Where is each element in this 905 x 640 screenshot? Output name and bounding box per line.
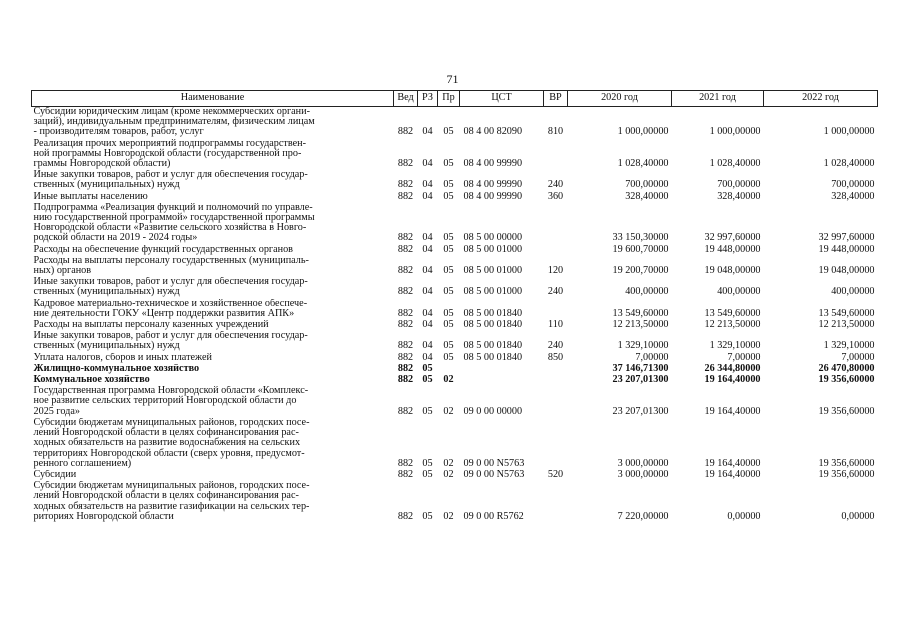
cell-name [32, 481, 394, 523]
cell-rz: 05 [422, 405, 433, 417]
cell-2021: 32 997,60000 [704, 232, 761, 244]
cell-2021: 19 164,40000 [704, 457, 761, 469]
cell-2020: 328,40000 [625, 191, 669, 202]
cell-2020: 23 207,01300 [612, 375, 669, 386]
cell-name-line: Иные выплаты населению [33, 191, 148, 202]
header-2022: 2022 год [764, 91, 878, 107]
table-row [32, 470, 878, 481]
cell-name-line: ходных обязательств на развитие газификации на сельских тер- [33, 500, 310, 512]
cell-vr: 360 [547, 191, 564, 202]
cell-name-line: ных) органов [33, 265, 92, 277]
cell-vr [544, 245, 568, 256]
cell-2021: 1 028,40000 [709, 158, 761, 170]
table-row [32, 107, 878, 139]
cell-pr: 05 [443, 307, 454, 319]
cell-vr [544, 481, 568, 523]
cell-vr [544, 386, 568, 418]
cell-cst: 08 5 00 01840 [463, 352, 523, 363]
cell-rz: 04 [422, 244, 433, 255]
cell-name-line: Уплата налогов, сборов и иных платежей [33, 352, 212, 363]
cell-name-line: заций), индивидуальным предпринимателям, физическим лицам [33, 116, 315, 128]
cell-2020: 7,00000 [635, 352, 669, 363]
cell-cst [460, 375, 544, 386]
cell-2020: 3 000,00000 [617, 457, 669, 469]
cell-name-line: Субсидии бюджетам муниципальных районов, городских посе- [33, 481, 310, 492]
table-row [32, 320, 878, 331]
cell-pr: 05 [443, 286, 454, 298]
cell-name-line: ственных (муниципальных) нужд [33, 286, 180, 298]
cell-name-line: Иные закупки товаров, работ и услуг для обеспечения государ- [33, 331, 308, 342]
cell-name-line: Субсидии [33, 469, 77, 480]
cell-pr: 02 [443, 375, 454, 386]
cell-2020: 1 028,40000 [617, 158, 669, 170]
header-2021: 2021 год [672, 91, 764, 107]
cell-2022: 12 213,50000 [818, 320, 875, 331]
cell-name-line: - производителям товаров, работ, услуг [33, 126, 204, 138]
cell-cst [460, 364, 544, 375]
cell-pr: 02 [443, 405, 454, 417]
cell-name [32, 299, 394, 320]
cell-name-line: ние деятельности ГОКУ «Центр поддержки развития АПК» [33, 307, 295, 319]
cell-name-line: Подпрограмма «Реализация функций и полномочий по управле- [33, 202, 313, 213]
cell-pr: 05 [443, 232, 454, 244]
cell-cst: 08 5 00 00000 [463, 232, 523, 244]
cell-name-line: Иные закупки товаров, работ и услуг для обеспечения государ- [33, 277, 308, 288]
cell-2020: 3 000,00000 [617, 469, 669, 480]
cell-pr [438, 364, 460, 375]
table-row [32, 170, 878, 191]
cell-pr: 02 [443, 469, 454, 480]
cell-name-line: Жилищно-коммунальное хозяйство [33, 363, 200, 374]
cell-cst: 08 5 00 01000 [463, 286, 523, 298]
cell-cst: 08 4 00 99990 [463, 158, 523, 170]
cell-2021: 12 213,50000 [704, 320, 761, 331]
cell-2022: 400,00000 [831, 286, 875, 298]
cell-2022: 1 000,00000 [823, 126, 875, 138]
cell-name-line: ходных обязательств на развитие водоснабжения на сельских [33, 437, 301, 449]
cell-vr [544, 418, 568, 470]
table-row [32, 192, 878, 203]
cell-2022: 26 470,80000 [818, 363, 875, 374]
cell-rz: 05 [422, 510, 433, 522]
cell-2022: 19 356,60000 [818, 405, 875, 417]
cell-2020: 13 549,60000 [612, 307, 669, 319]
cell-rz: 04 [422, 352, 433, 363]
cell-name [32, 107, 394, 139]
cell-vr: 240 [547, 179, 564, 191]
cell-2021: 700,00000 [717, 179, 761, 191]
cell-name-line: Кадровое материально-техническое и хозяйственное обеспече- [33, 298, 308, 309]
cell-name [32, 170, 394, 191]
cell-ved: 882 [397, 457, 414, 469]
cell-ved: 882 [397, 265, 414, 277]
cell-name-line: Реализация прочих мероприятий подпрограммы государствен- [33, 138, 306, 149]
cell-2020: 23 207,01300 [612, 405, 669, 417]
cell-ved: 882 [397, 320, 414, 331]
cell-name [32, 470, 394, 481]
cell-rz: 04 [422, 179, 433, 191]
cell-name-line: родской области на 2019 - 2024 годы» [33, 232, 198, 244]
cell-ved: 882 [397, 126, 414, 138]
cell-name [32, 386, 394, 418]
header-2020: 2020 год [568, 91, 672, 107]
cell-rz: 05 [422, 469, 433, 480]
cell-2020: 7 220,00000 [617, 510, 669, 522]
cell-2022: 19 356,60000 [818, 457, 875, 469]
cell-name [32, 192, 394, 203]
cell-name-line: Субсидии бюджетам муниципальных районов, городских посе- [33, 417, 310, 428]
budget-table [31, 90, 878, 523]
cell-ved: 882 [397, 244, 414, 255]
cell-rz: 04 [422, 286, 433, 298]
cell-pr: 05 [443, 352, 454, 363]
cell-cst: 08 5 00 01840 [463, 340, 523, 352]
cell-2022: 700,00000 [831, 179, 875, 191]
cell-rz: 05 [422, 375, 433, 386]
cell-ved: 882 [397, 375, 414, 386]
cell-2022: 13 549,60000 [818, 307, 875, 319]
header-row [32, 91, 878, 107]
cell-name [32, 353, 394, 364]
cell-2020: 37 146,71300 [612, 363, 669, 374]
cell-2021: 1 329,10000 [709, 340, 761, 352]
table-row [32, 386, 878, 418]
cell-2021: 19 164,40000 [704, 405, 761, 417]
cell-vr: 810 [547, 126, 564, 138]
cell-pr: 02 [443, 510, 454, 522]
cell-ved: 882 [397, 405, 414, 417]
header-cst: ЦСТ [460, 91, 544, 107]
table-row [32, 375, 878, 386]
table-row [32, 481, 878, 523]
cell-rz: 04 [422, 265, 433, 277]
cell-name-line: Новгородской области «Развитие сельского хозяйства в Новго- [33, 222, 307, 234]
cell-cst: 08 4 00 99990 [463, 191, 523, 202]
cell-name-line: Коммунальное хозяйство [33, 375, 150, 386]
cell-name [32, 320, 394, 331]
cell-pr: 05 [443, 244, 454, 255]
cell-name-line: Расходы на выплаты персоналу государственных (муниципаль- [33, 255, 309, 266]
cell-name-line: 2025 года» [33, 405, 80, 417]
cell-2022: 19 048,00000 [818, 265, 875, 277]
cell-2022: 19 356,60000 [818, 375, 875, 386]
table-row [32, 331, 878, 352]
cell-2020: 1 329,10000 [617, 340, 669, 352]
cell-pr: 05 [443, 191, 454, 202]
cell-pr: 05 [443, 320, 454, 331]
cell-2020: 1 000,00000 [617, 126, 669, 138]
cell-2022: 328,40000 [831, 191, 875, 202]
page-number: 71 [446, 72, 459, 86]
cell-2020: 12 213,50000 [612, 320, 669, 331]
cell-name [32, 375, 394, 386]
cell-cst: 09 0 00 R5762 [463, 510, 524, 522]
cell-vr: 850 [547, 352, 564, 363]
cell-pr: 05 [443, 158, 454, 170]
cell-cst: 08 5 00 01000 [463, 265, 523, 277]
cell-ved: 882 [397, 232, 414, 244]
cell-vr [544, 364, 568, 375]
cell-name-line: ное развитие сельских территорий Новгородской области до [33, 395, 297, 407]
cell-ved: 882 [397, 510, 414, 522]
table-header [32, 91, 878, 107]
cell-name-line: Иные закупки товаров, работ и услуг для обеспечения государ- [33, 170, 308, 181]
cell-2022: 0,00000 [841, 510, 875, 522]
cell-ved: 882 [397, 307, 414, 319]
cell-vr: 120 [547, 265, 564, 277]
cell-rz: 05 [422, 363, 433, 374]
table-row [32, 353, 878, 364]
cell-name [32, 331, 394, 352]
cell-rz: 04 [422, 340, 433, 352]
cell-2022: 7,00000 [841, 352, 875, 363]
cell-vr: 240 [547, 340, 564, 352]
cell-cst: 08 4 00 82090 [463, 126, 523, 138]
cell-rz: 05 [422, 457, 433, 469]
cell-cst: 08 5 00 01840 [463, 320, 523, 331]
cell-name-line: нию государственной программой» государственной программы [33, 212, 315, 224]
table-row [32, 299, 878, 320]
cell-2021: 19 164,40000 [704, 469, 761, 480]
cell-2021: 19 448,00000 [704, 244, 761, 255]
cell-vr: 520 [547, 469, 564, 480]
cell-rz: 04 [422, 320, 433, 331]
cell-name-line: ной программы Новгородской области (государственной про- [33, 147, 302, 159]
cell-rz: 04 [422, 307, 433, 319]
cell-ved: 882 [397, 191, 414, 202]
cell-2022: 19 448,00000 [818, 244, 875, 255]
cell-2020: 33 150,30000 [612, 232, 669, 244]
cell-rz: 04 [422, 158, 433, 170]
cell-vr [544, 203, 568, 245]
cell-2021: 13 549,60000 [704, 307, 761, 319]
table-body [32, 107, 878, 523]
cell-ved: 882 [397, 179, 414, 191]
table-row [32, 139, 878, 171]
cell-cst: 08 5 00 01840 [463, 307, 523, 319]
cell-2021: 19 164,40000 [704, 375, 761, 386]
cell-name [32, 418, 394, 470]
cell-vr [544, 139, 568, 171]
table-row [32, 277, 878, 298]
cell-2020: 400,00000 [625, 286, 669, 298]
cell-name-line: лений Новгородской области в целях софинансирования рас- [33, 427, 299, 439]
cell-pr: 05 [443, 340, 454, 352]
cell-name [32, 277, 394, 298]
cell-ved: 882 [397, 352, 414, 363]
cell-ved: 882 [397, 469, 414, 480]
cell-cst: 09 0 00 N5763 [463, 457, 525, 469]
header-ved: Вед [394, 91, 418, 107]
cell-cst: 09 0 00 N5763 [463, 469, 525, 480]
cell-ved: 882 [397, 158, 414, 170]
cell-cst: 08 5 00 01000 [463, 244, 523, 255]
cell-vr [544, 375, 568, 386]
cell-pr: 05 [443, 179, 454, 191]
cell-2020: 19 200,70000 [612, 265, 669, 277]
table-row [32, 256, 878, 277]
cell-name-line: лений Новгородской области в целях софинансирования рас- [33, 490, 299, 502]
cell-2022: 1 329,10000 [823, 340, 875, 352]
cell-name [32, 245, 394, 256]
table-row [32, 364, 878, 375]
header-rz: РЗ [418, 91, 438, 107]
cell-cst: 09 0 00 00000 [463, 405, 523, 417]
cell-rz: 04 [422, 191, 433, 202]
cell-2020: 700,00000 [625, 179, 669, 191]
cell-ved: 882 [397, 286, 414, 298]
cell-name-line: ренного соглашением) [33, 457, 132, 469]
cell-name-line: риториях Новгородской области [33, 510, 174, 522]
cell-name-line: ственных (муниципальных) нужд [33, 340, 180, 352]
cell-2022: 32 997,60000 [818, 232, 875, 244]
cell-name [32, 256, 394, 277]
cell-ved: 882 [397, 340, 414, 352]
cell-name-line: Расходы на выплаты персоналу казенных учреждений [33, 320, 269, 331]
cell-cst: 08 4 00 99990 [463, 179, 523, 191]
table-row [32, 245, 878, 256]
table-row [32, 203, 878, 245]
cell-name-line: граммы Новгородской области) [33, 158, 171, 170]
cell-2022: 1 028,40000 [823, 158, 875, 170]
cell-name-line: Расходы на обеспечение функций государственных органов [33, 244, 293, 255]
cell-2021: 400,00000 [717, 286, 761, 298]
cell-name-line: Субсидии юридическим лицам (кроме некоммерческих органи- [33, 106, 310, 117]
cell-rz: 04 [422, 126, 433, 138]
cell-name [32, 203, 394, 245]
cell-2021: 7,00000 [727, 352, 761, 363]
cell-name-line: ственных (муниципальных) нужд [33, 179, 180, 191]
header-vr: ВР [544, 91, 568, 107]
cell-pr: 05 [443, 126, 454, 138]
table-row [32, 418, 878, 470]
cell-2021: 0,00000 [727, 510, 761, 522]
cell-name-line: территориях Новгородской области (сверх уровня, предусмот- [33, 447, 305, 459]
cell-pr: 02 [443, 457, 454, 469]
cell-2021: 1 000,00000 [709, 126, 761, 138]
cell-vr: 110 [548, 320, 563, 331]
cell-rz: 04 [422, 232, 433, 244]
header-pr: Пр [438, 91, 460, 107]
header-name: Наименование [32, 91, 394, 107]
cell-vr: 240 [547, 286, 564, 298]
cell-2021: 328,40000 [717, 191, 761, 202]
cell-name [32, 364, 394, 375]
cell-ved: 882 [397, 363, 414, 374]
cell-name-line: Государственная программа Новгородской области «Комплекс- [33, 386, 309, 397]
cell-2020: 19 600,70000 [612, 244, 669, 255]
cell-vr [544, 299, 568, 320]
cell-pr: 05 [443, 265, 454, 277]
cell-2021: 26 344,80000 [704, 363, 761, 374]
cell-2022: 19 356,60000 [818, 469, 875, 480]
cell-2021: 19 048,00000 [704, 265, 761, 277]
cell-name [32, 139, 394, 171]
